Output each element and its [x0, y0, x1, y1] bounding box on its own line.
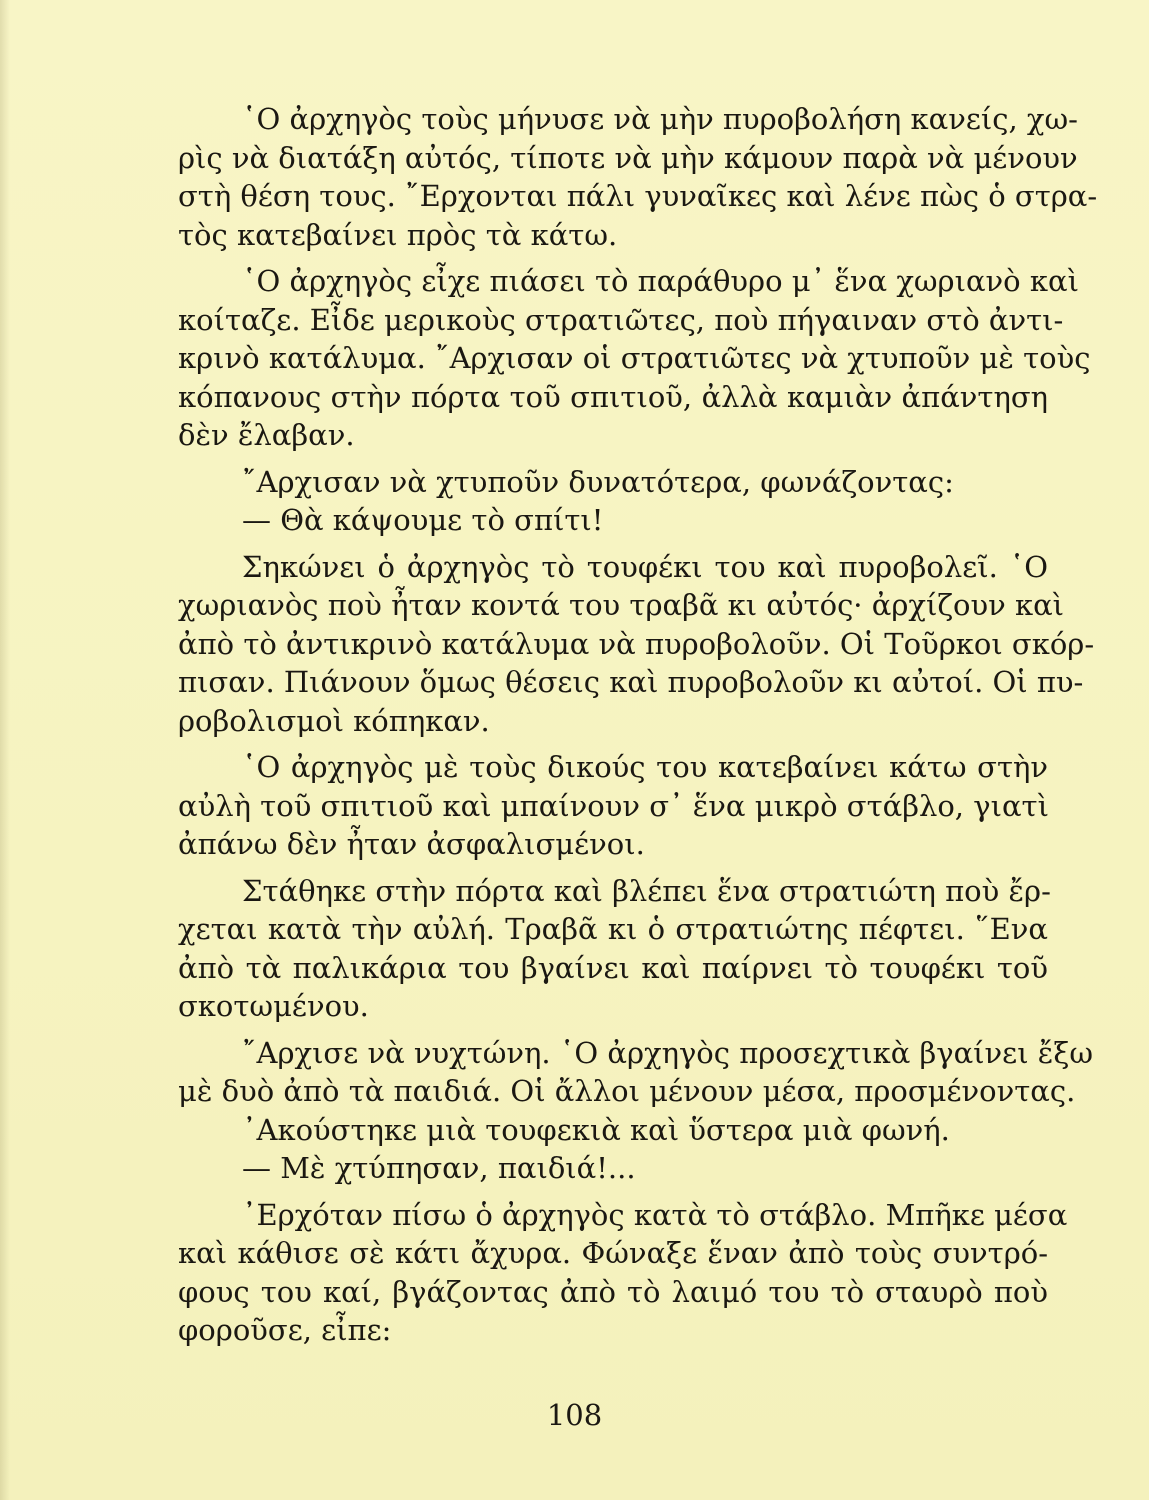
text-line: χεται κατὰ τὴν αὐλή. Τραβᾶ κι ὁ στρατιώτης πέφτει. ῞Ενα [178, 912, 1048, 946]
text-line: κόπανους στὴν πόρτα τοῦ σπιτιοῦ, ἀλλὰ καμιὰν ἀπάντηση [178, 379, 1048, 414]
text-line: τὸς κατεβαίνει πρὸς τὰ κάτω. [178, 217, 618, 252]
text-line: στὴ θέση τους. ῎Ερχονται πάλι γυναῖκες καὶ λένε πὼς ὁ στρα- [178, 179, 1098, 213]
text-line: ῾Ο ἀρχηγὸς εἶχε πιάσει τὸ παράθυρο μ᾽ ἕνα χωριανὸ καὶ [242, 264, 1079, 298]
text-line: ρὶς νὰ διατάξη αὐτός, τίποτε νὰ μὴν κάμουν παρὰ νὰ μένουν [178, 140, 1078, 175]
page-number: 108 [546, 1398, 603, 1432]
text-line: ῎Αρχισε νὰ νυχτώνη. ῾Ο ἀρχηγὸς προσεχτικὰ βγαίνει ἔξω [242, 1035, 1093, 1070]
text-line: φους του καί, βγάζοντας ἀπὸ τὸ λαιμό του τὸ σταυρὸ ποὺ [178, 1274, 1048, 1309]
text-line: ροβολισμοὶ κόπηκαν. [178, 703, 490, 738]
text-line: ᾽Ερχόταν πίσω ὁ ἀρχηγὸς κατὰ τὸ στάβλο. Μπῆκε μέσα [242, 1197, 1068, 1232]
text-line: ἀπάνω δὲν ἦταν ἀσφαλισμένοι. [178, 827, 645, 861]
text-line: φοροῦσε, εἶπε: [178, 1313, 392, 1347]
text-line: ῾Ο ἀρχηγὸς μὲ τοὺς δικούς του κατεβαίνει κάτω στὴν [242, 750, 1048, 784]
text-line: — Μὲ χτύπησαν, παιδιά!... [242, 1151, 636, 1185]
text-line: δὲν ἔλαβαν. [178, 418, 355, 452]
text-line: ῎Αρχισαν νὰ χτυποῦν δυνατότερα, φωνάζοντας: [242, 464, 954, 499]
text-line: πισαν. Πιάνουν ὅμως θέσεις καὶ πυροβολοῦν κι αὐτοί. Οἱ πυ- [178, 665, 1084, 699]
page-edge-shadow [0, 0, 10, 1500]
text-line: καὶ κάθισε σὲ κάτι ἄχυρα. Φώναξε ἕναν ἀπὸ τοὺς συντρό- [178, 1236, 1048, 1270]
text-line: χωριανὸς ποὺ ἦταν κοντά του τραβᾶ κι αὐτός· ἀρχίζουν καὶ [178, 588, 1065, 622]
text-line: μὲ δυὸ ἀπὸ τὰ παιδιά. Οἱ ἄλλοι μένουν μέσα, προσμένοντας. [178, 1074, 1076, 1108]
page-body-text [178, 100, 1098, 1350]
text-line: — Θὰ κάψουμε τὸ σπίτι! [242, 503, 604, 537]
text-line: κοίταζε. Εἶδε μερικοὺς στρατιῶτες, ποὺ πήγαιναν στὸ ἀντι- [178, 302, 1064, 337]
text-line: ᾽Ακούστηκε μιὰ τουφεκιὰ καὶ ὕστερα μιὰ φωνή. [242, 1112, 950, 1147]
text-line: ἀπὸ τὰ παλικάρια του βγαίνει καὶ παίρνει τὸ τουφέκι τοῦ [178, 950, 1048, 985]
text-line: ῾Ο ἀρχηγὸς τοὺς μήνυσε νὰ μὴν πυροβολήση κανείς, χω- [242, 102, 1078, 136]
text-line: αὐλὴ τοῦ σπιτιοῦ καὶ μπαίνουν σ᾽ ἕνα μικρὸ στάβλο, γιατὶ [178, 788, 1049, 823]
text-line: κρινὸ κατάλυμα. ῎Αρχισαν οἱ στρατιῶτες νὰ χτυποῦν μὲ τοὺς [178, 341, 1091, 375]
text-line: ἀπὸ τὸ ἀντικρινὸ κατάλυμα νὰ πυροβολοῦν. Οἱ Τοῦρκοι σκόρ- [178, 626, 1095, 661]
text-line: σκοτωμένου. [178, 989, 369, 1023]
text-line: Στάθηκε στὴν πόρτα καὶ βλέπει ἕνα στρατιώτη ποὺ ἔρ- [242, 873, 1051, 908]
text-line: Σηκώνει ὁ ἀρχηγὸς τὸ τουφέκι του καὶ πυροβολεῖ. ῾Ο [242, 549, 1048, 584]
